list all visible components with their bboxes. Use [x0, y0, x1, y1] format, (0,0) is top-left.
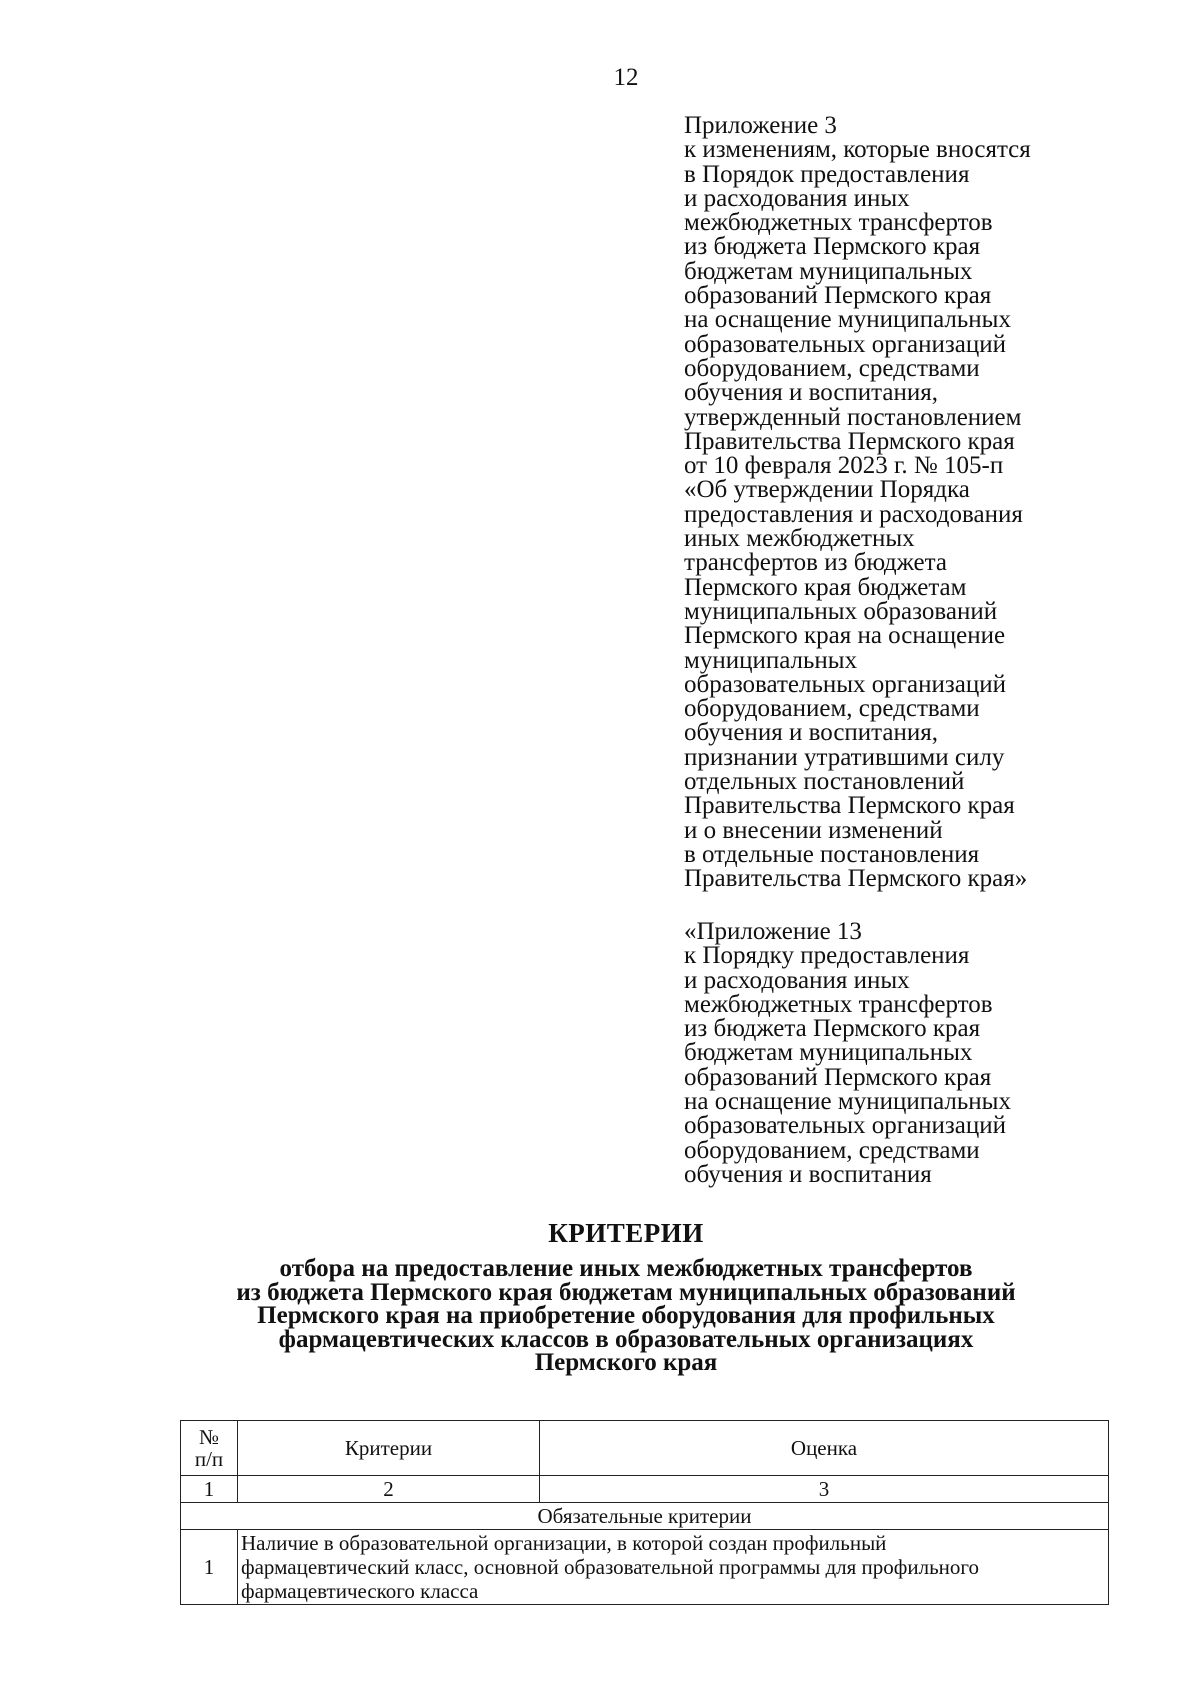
appendix-intro-line: иных межбюджетных	[684, 525, 915, 553]
header-num-cell	[181, 1421, 238, 1476]
appendix-intro-line: предоставления и расходования	[684, 500, 1023, 528]
appendix-intro-line: межбюджетных трансфертов	[684, 209, 993, 237]
table-section-row	[181, 1503, 1109, 1530]
row-text-line: фармацевтический класс, основной образовательной программы для профильного	[241, 1555, 979, 1579]
document-title: КРИТЕРИИ	[548, 1218, 704, 1248]
appendix-intro-line: Правительства Пермского края»	[684, 865, 1028, 893]
subtitle-line: Пермского края	[534, 1349, 718, 1376]
row-text-line: Наличие в образовательной организации, в которой создан профильный	[241, 1531, 887, 1555]
appendix-intro-line: образований Пермского края	[684, 282, 992, 310]
appendix-intro-line: оборудованием, средствами	[684, 695, 980, 723]
appendix-intro-line: от 10 февраля 2023 г. № 105-п	[684, 452, 1004, 480]
appendix-intro-line: отдельных постановлений	[684, 768, 965, 796]
appendix-13-line: межбюджетных трансфертов	[684, 990, 993, 1018]
header-num-sign: №	[198, 1425, 220, 1449]
section-title-cell: Обязательные критерии	[181, 1503, 1109, 1530]
header-num-abbr: п/п	[194, 1447, 224, 1471]
appendix-intro-line: и о внесении изменений	[684, 816, 943, 844]
appendix-intro-line: образовательных организаций	[684, 670, 1007, 698]
table-row	[181, 1530, 1109, 1605]
subtitle-line: Пермского края на приобретение оборудования для профильных	[257, 1302, 995, 1329]
appendix-intro-line: бюджетам муниципальных	[684, 257, 973, 285]
appendix-intro-line: трансфертов из бюджета	[684, 549, 947, 577]
appendix-13-line: оборудованием, средствами	[684, 1136, 980, 1164]
table-index-row	[181, 1476, 1109, 1503]
appendix-intro-line: на оснащение муниципальных	[684, 306, 1011, 334]
appendix-13-line: к Порядку предоставления	[684, 942, 970, 970]
appendix-13-line: и расходования иных	[684, 966, 910, 994]
appendix-intro-line: к изменениям, которые вносятся	[684, 136, 1031, 164]
document-subtitle	[0, 1257, 1200, 1375]
appendix-intro-line: из бюджета Пермского края	[684, 233, 981, 261]
criteria-table	[180, 1420, 1109, 1605]
appendix-13-line: образовательных организаций	[684, 1112, 1007, 1140]
appendix-intro-line: муниципальных	[684, 646, 858, 674]
appendix-intro-line: обучения и воспитания,	[684, 379, 939, 407]
appendix-13-line: на оснащение муниципальных	[684, 1088, 1011, 1116]
appendix-intro-line: Пермского края бюджетам	[684, 573, 967, 601]
row-num-cell: 1	[181, 1530, 238, 1605]
appendix-13-block	[684, 920, 1184, 1187]
appendix-intro-line: «Об утверждении Порядка	[684, 476, 970, 504]
table-header-row	[181, 1421, 1109, 1476]
appendix-13-line: образований Пермского края	[684, 1063, 992, 1091]
appendix-intro-block	[684, 114, 1184, 892]
index-cell: 3	[540, 1476, 1109, 1503]
appendix-intro-line: в отдельные постановления	[684, 840, 980, 868]
header-score-cell: Оценка	[540, 1421, 1109, 1476]
appendix-intro-line: Пермского края на оснащение	[684, 622, 1006, 650]
appendix-13-line: «Приложение 13	[684, 918, 862, 945]
appendix-intro-line: признании утратившими силу	[684, 743, 1005, 771]
appendix-intro-line: в Порядок предоставления	[684, 160, 970, 188]
appendix-intro-line: утвержденный постановлением	[684, 403, 1022, 431]
subtitle-line: фармацевтических классов в образовательных организациях	[278, 1325, 974, 1353]
appendix-intro-line: и расходования иных	[684, 184, 910, 212]
appendix-13-line: обучения и воспитания	[684, 1160, 932, 1188]
index-cell: 1	[181, 1476, 238, 1503]
appendix-13-line: из бюджета Пермского края	[684, 1015, 981, 1043]
appendix-intro-line: Правительства Пермского края	[684, 792, 1015, 820]
appendix-intro-line: оборудованием, средствами	[684, 354, 980, 382]
appendix-intro-line: муниципальных образований	[684, 597, 998, 625]
appendix-intro-line: Приложение 3	[684, 112, 837, 139]
subtitle-line: отбора на предоставление иных межбюджетных трансфертов	[279, 1255, 973, 1282]
row-text-line: фармацевтического класса	[241, 1579, 479, 1603]
page-number: 12	[613, 64, 639, 91]
appendix-intro-line: Правительства Пермского края	[684, 427, 1015, 455]
row-text-cell	[238, 1530, 1109, 1605]
appendix-intro-line: образовательных организаций	[684, 330, 1007, 358]
header-criteria-cell: Критерии	[238, 1421, 540, 1476]
index-cell: 2	[238, 1476, 540, 1503]
appendix-intro-line: обучения и воспитания,	[684, 719, 939, 747]
appendix-13-line: бюджетам муниципальных	[684, 1039, 973, 1067]
subtitle-line: из бюджета Пермского края бюджетам муниципальных образований	[236, 1278, 1016, 1306]
